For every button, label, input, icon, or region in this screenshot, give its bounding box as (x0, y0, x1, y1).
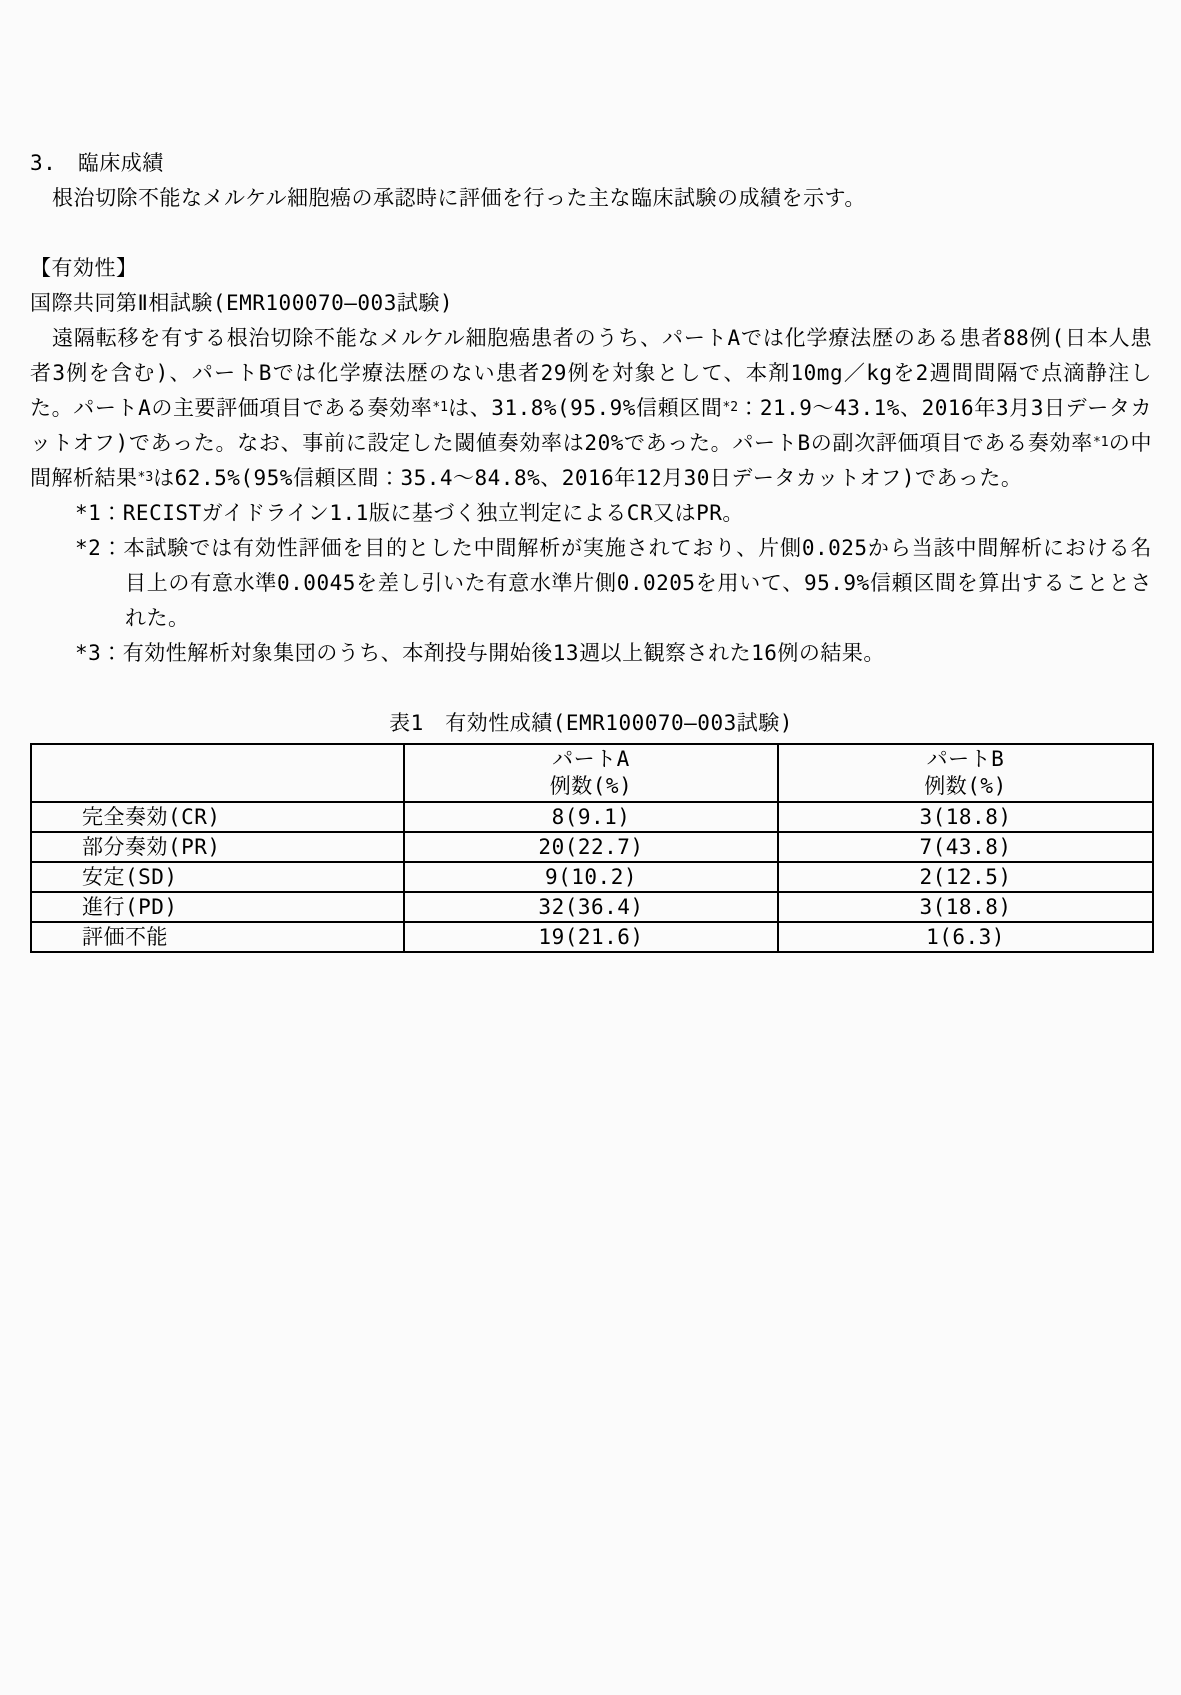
footnote-1: *1：RECISTガイドライン1.1版に基づく独立判定によるCR又はPR。 (75, 501, 744, 525)
part-a-label: パートA (552, 747, 630, 771)
paragraph-segment: 遠隔転移を有する根治切除不能なメルケル細胞癌患者のうち、パートAでは化学療法歴のある患者88例(日本人患者3例を含む)、パートBでは化学療法歴のない患者29例を対象として、本剤10mg／kgを2週間間隔で点滴静注した。パートAの主要評価項目である奏効率 (30, 326, 1152, 420)
footnote-ref-1b: *1 (1092, 435, 1109, 450)
part-a-value: 9(10.2) (404, 862, 778, 892)
paragraph-segment: の中間解析結果 (30, 431, 1153, 490)
part-a-value: 20(22.7) (404, 832, 778, 862)
paragraph-segment: は、31.8%(95.9%信頼区間 (447, 396, 723, 420)
intro-paragraph: 根治切除不能なメルケル細胞癌の承認時に評価を行った主な臨床試験の成績を示す。 (52, 186, 866, 210)
row-label: 安定(SD) (31, 862, 404, 892)
table-row-cr (31, 802, 1153, 832)
table-header-part-b (778, 744, 1153, 802)
efficacy-paragraph (30, 321, 1152, 496)
study-title: 国際共同第Ⅱ相試験(EMR100070―003試験) (30, 291, 453, 315)
table-header-empty (31, 744, 404, 802)
paragraph-segment: ：21.9～43.1%、2016年3月3日データカットオフ)であった。なお、事前に設定した閾値奏効率は20%であった。パートBの副次評価項目である奏効率 (30, 396, 1152, 455)
table-row-sd (31, 862, 1153, 892)
part-b-unit: 例数(%) (924, 774, 1007, 798)
row-label: 進行(PD) (31, 892, 404, 922)
section-label-efficacy: 【有効性】 (30, 256, 138, 280)
table-row-pr (31, 832, 1153, 862)
row-label: 評価不能 (31, 922, 404, 952)
paragraph-segment: は62.5%(95%信頼区間：35.4～84.8%、2016年12月30日データカットオフ)であった。 (153, 466, 1023, 490)
efficacy-table (30, 743, 1154, 953)
footnote-2: *2：本試験では有効性評価を目的とした中間解析が実施されており、片側0.025から当該中間解析における名目上の有意水準0.0045を差し引いた有意水準片側0.0205を用いて、95.9%信頼区間を算出することとされた。 (75, 536, 1152, 630)
table-caption: 表1 有効性成績(EMR100070―003試験) (389, 711, 793, 735)
part-a-value: 19(21.6) (404, 922, 778, 952)
part-b-value: 1(6.3) (778, 922, 1153, 952)
page-title: 3. 臨床成績 (30, 151, 164, 175)
part-a-value: 8(9.1) (404, 802, 778, 832)
table-row-pd (31, 892, 1153, 922)
part-a-unit: 例数(%) (549, 774, 633, 798)
footnote-3: *3：有効性解析対象集団のうち、本剤投与開始後13週以上観察された16例の結果。 (75, 641, 885, 665)
row-label: 部分奏効(PR) (31, 832, 404, 862)
part-a-value: 32(36.4) (404, 892, 778, 922)
part-b-value: 3(18.8) (778, 802, 1153, 832)
part-b-value: 7(43.8) (778, 832, 1153, 862)
part-b-label: パートB (926, 747, 1005, 771)
footnote-list (30, 496, 1152, 671)
table-row-not-evaluable (31, 922, 1153, 952)
footnote-ref-1: *1 (432, 400, 448, 415)
row-label: 完全奏効(CR) (31, 802, 404, 832)
table-header-row (31, 744, 1153, 802)
footnote-ref-3: *3 (137, 470, 154, 485)
part-b-value: 2(12.5) (778, 862, 1153, 892)
table-header-part-a (404, 744, 778, 802)
footnote-ref-2: *2 (722, 400, 739, 415)
part-b-value: 3(18.8) (778, 892, 1153, 922)
